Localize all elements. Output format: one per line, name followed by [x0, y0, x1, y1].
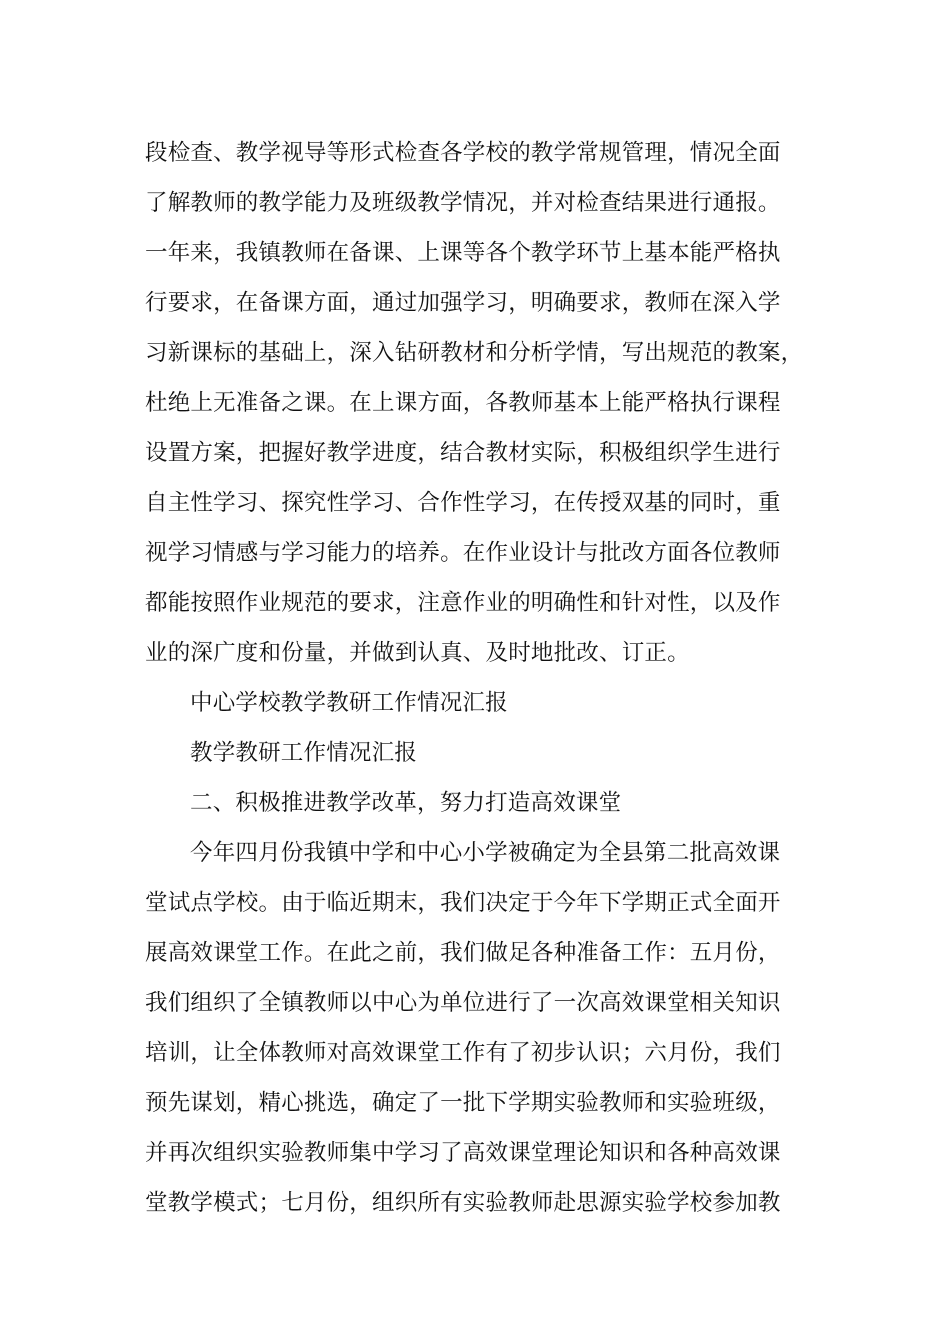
- text-line: 业的深广度和份量，并做到认真、及时地批改、订正。: [145, 640, 690, 666]
- text-line: 一年来，我镇教师在备课、上课等各个教学环节上基本能严格执: [145, 240, 781, 266]
- text-line: 了解教师的教学能力及班级教学情况，并对检查结果进行通报。: [145, 190, 781, 216]
- paragraph-teaching-routine: [145, 128, 810, 678]
- heading-report-subtitle: 教学教研工作情况汇报: [190, 740, 418, 766]
- document-body: [145, 128, 810, 1228]
- text-line: 我们组织了全镇教师以中心为单位进行了一次高效课堂相关知识: [145, 990, 781, 1016]
- text-line: 自主性学习、探究性学习、合作性学习，在传授双基的同时，重: [145, 490, 781, 516]
- paragraph-efficient-classroom: [145, 828, 810, 1228]
- heading-report-title: 中心学校教学教研工作情况汇报: [190, 690, 508, 716]
- text-line: 并再次组织实验教师集中学习了高效课堂理论知识和各种高效课: [145, 1140, 781, 1166]
- text-line: 杜绝上无准备之课。在上课方面，各教师基本上能严格执行课程: [145, 390, 781, 416]
- text-line: 预先谋划，精心挑选，确定了一批下学期实验教师和实验班级，: [145, 1090, 781, 1116]
- text-line: 行要求，在备课方面，通过加强学习，明确要求，教师在深入学: [145, 290, 781, 316]
- text-line: 今年四月份我镇中学和中心小学被确定为全县第二批高效课: [190, 840, 781, 866]
- text-line: 堂教学模式；七月份，组织所有实验教师赴思源实验学校参加教: [145, 1190, 781, 1216]
- text-line: 段检查、教学视导等形式检查各学校的教学常规管理，情况全面: [145, 140, 781, 166]
- section-heading: 二、积极推进教学改革，努力打造高效课堂: [190, 790, 622, 816]
- text-line: 视学习情感与学习能力的培养。在作业设计与批改方面各位教师: [145, 540, 781, 566]
- text-line: 都能按照作业规范的要求，注意作业的明确性和针对性，以及作: [145, 590, 781, 616]
- text-line: 培训，让全体教师对高效课堂工作有了初步认识；六月份，我们: [145, 1040, 781, 1066]
- text-line: 设置方案，把握好教学进度，结合教材实际，积极组织学生进行: [145, 440, 781, 466]
- text-line: 展高效课堂工作。在此之前，我们做足各种准备工作：五月份，: [145, 940, 781, 966]
- text-line: 习新课标的基础上，深入钻研教材和分析学情，写出规范的教案，: [145, 340, 804, 366]
- text-line: 堂试点学校。由于临近期末，我们决定于今年下学期正式全面开: [145, 890, 781, 916]
